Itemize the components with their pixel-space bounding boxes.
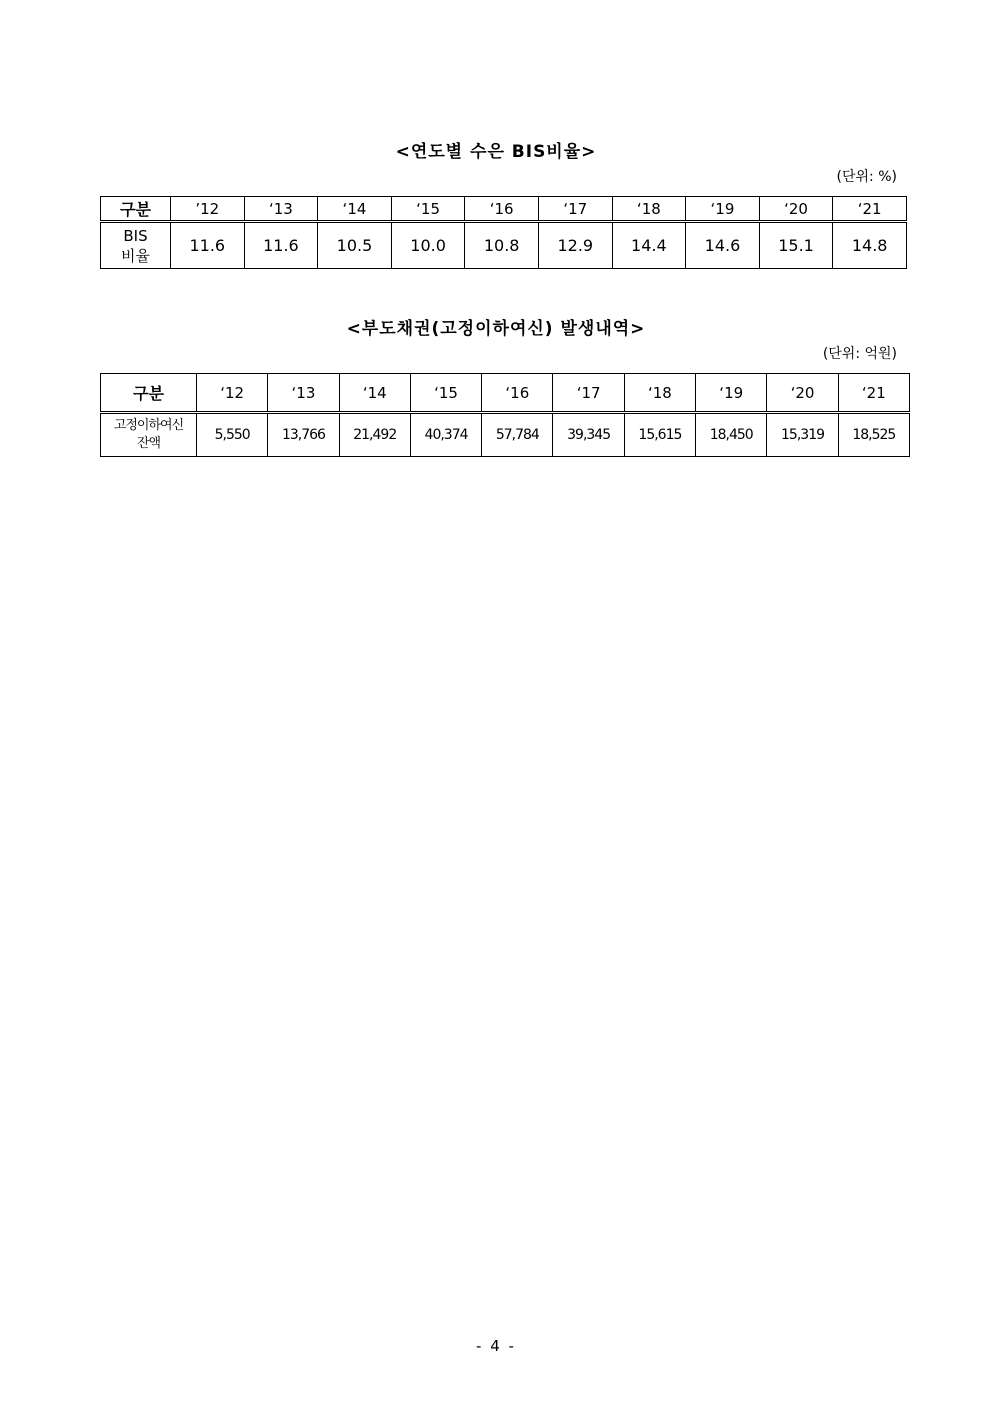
value-cell: 10.0 (391, 222, 465, 269)
year-header: ‘17 (553, 374, 624, 413)
row-label-line1: BIS (123, 226, 148, 245)
table-row (101, 413, 910, 457)
value-cell: 14.4 (612, 222, 686, 269)
table1-title: <연도별 수은 BIS비율> (395, 142, 597, 162)
row-label (101, 413, 197, 457)
year-header: ‘16 (482, 374, 553, 413)
value-cell: 15,615 (624, 413, 695, 457)
value-cell: 39,345 (553, 413, 624, 457)
table-header-row (101, 374, 910, 413)
year-header: ‘14 (318, 197, 392, 222)
value-cell: 14.8 (833, 222, 907, 269)
year-header: ‘18 (612, 197, 686, 222)
year-header: ‘15 (391, 197, 465, 222)
value-cell: 11.6 (244, 222, 318, 269)
value-cell: 15,319 (767, 413, 838, 457)
value-cell: 18,450 (696, 413, 767, 457)
year-header: ‘13 (244, 197, 318, 222)
table2-unit: (단위: 억원) (822, 346, 897, 362)
row-label-line1: 고정이하여신 (113, 418, 184, 433)
value-cell: 5,550 (197, 413, 268, 457)
row-label-line2: 비율 (121, 246, 150, 265)
row-label (101, 222, 171, 269)
value-cell: 13,766 (268, 413, 339, 457)
bis-ratio-table (100, 196, 907, 269)
row-label-line2: 잔액 (136, 436, 161, 451)
year-header: ‘20 (759, 197, 833, 222)
table-header-row (101, 197, 907, 222)
value-cell: 15.1 (759, 222, 833, 269)
page-number: - 4 - (476, 1337, 516, 1355)
value-cell: 21,492 (339, 413, 410, 457)
year-header: ‘13 (268, 374, 339, 413)
year-header: ’12 (171, 197, 245, 222)
value-cell: 40,374 (410, 413, 481, 457)
year-header: ‘17 (538, 197, 612, 222)
value-cell: 18,525 (838, 413, 909, 457)
value-cell: 12.9 (538, 222, 612, 269)
table-row (101, 222, 907, 269)
value-cell: 10.5 (318, 222, 392, 269)
year-header: ‘18 (624, 374, 695, 413)
year-header: ‘21 (833, 197, 907, 222)
table2-title: <부도채권(고정이하여신) 발생내역> (346, 319, 646, 339)
year-header: ‘19 (696, 374, 767, 413)
table1-unit: (단위: %) (836, 169, 897, 185)
year-header: ‘12 (197, 374, 268, 413)
value-cell: 57,784 (482, 413, 553, 457)
year-header: ‘16 (465, 197, 539, 222)
year-header: ‘19 (686, 197, 760, 222)
year-header: ‘21 (838, 374, 909, 413)
value-cell: 10.8 (465, 222, 539, 269)
header-label: 구분 (101, 374, 197, 413)
npl-table (100, 373, 910, 457)
value-cell: 14.6 (686, 222, 760, 269)
year-header: ‘20 (767, 374, 838, 413)
value-cell: 11.6 (171, 222, 245, 269)
header-label: 구분 (101, 197, 171, 222)
year-header: ‘14 (339, 374, 410, 413)
year-header: ‘15 (410, 374, 481, 413)
